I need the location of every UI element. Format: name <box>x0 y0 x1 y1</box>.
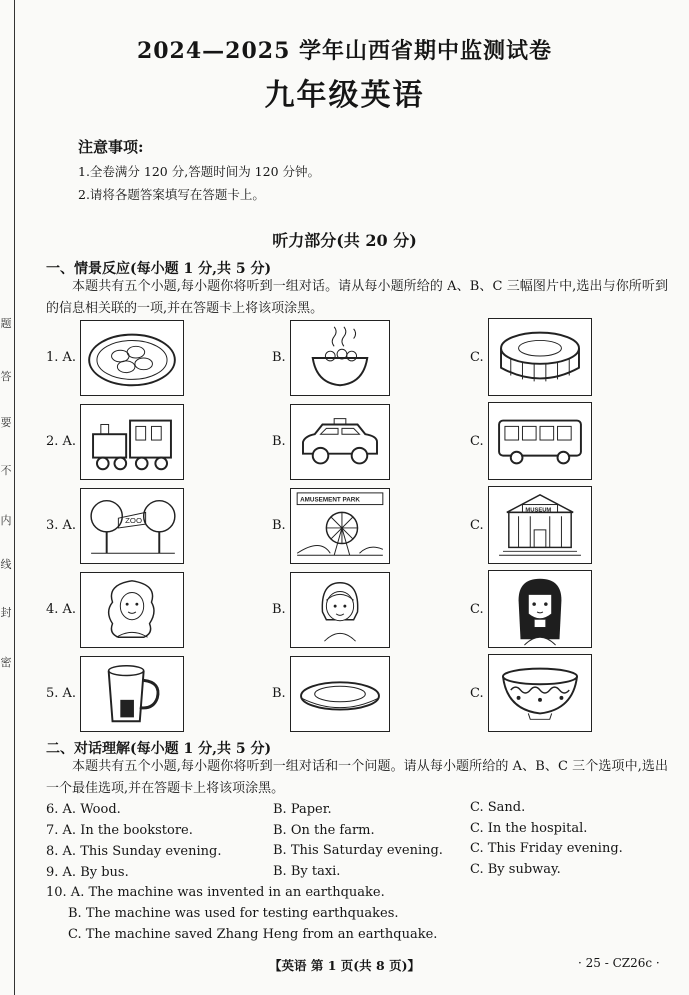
picture-amusement-park <box>290 488 390 564</box>
notice-item: 1.全卷满分 120 分,答题时间为 120 分钟。 <box>78 164 321 179</box>
question-option: C. Sand. <box>470 800 526 815</box>
option-label: B. <box>272 434 286 449</box>
question-option: B. By taxi. <box>273 864 341 879</box>
picture-train <box>80 404 184 480</box>
picture-short-hair-girl <box>290 572 390 648</box>
margin-char: 密 <box>0 656 12 669</box>
option-label: C. <box>470 434 484 449</box>
picture-mug <box>80 656 184 732</box>
question-label: 3. A. <box>46 518 77 533</box>
option-label: B. <box>272 686 286 701</box>
question-label: 2. A. <box>46 434 77 449</box>
option-label: B. <box>272 350 286 365</box>
picture-zoo <box>80 488 184 564</box>
question-option: 8. A. This Sunday evening. <box>46 844 222 859</box>
question-option: B. On the farm. <box>273 823 375 838</box>
question-label: 4. A. <box>46 602 77 617</box>
question-label: 1. A. <box>46 350 77 365</box>
question-option: 9. A. By bus. <box>46 865 129 880</box>
picture-long-hair-girl <box>488 570 592 648</box>
picture-museum <box>488 486 592 564</box>
exam-title: 2024—2025 学年山西省期中监测试卷 <box>136 38 553 64</box>
question-option: B. Paper. <box>273 802 332 817</box>
zoo-sign-text: ZOO <box>125 516 143 526</box>
margin-char: 要 <box>0 416 12 429</box>
binding-margin-line <box>14 0 15 995</box>
margin-char: 线 <box>0 558 12 571</box>
picture-curly-hair-girl <box>80 572 184 648</box>
picture-bus <box>488 402 592 480</box>
question-option: B. This Saturday evening. <box>273 843 443 858</box>
question-option: 7. A. In the bookstore. <box>46 823 193 838</box>
question-option: C. This Friday evening. <box>470 841 623 856</box>
question-label: 5. A. <box>46 686 77 701</box>
listening-part-heading: 听力部分(共 20 分) <box>272 231 417 250</box>
picture-taxi <box>290 404 390 480</box>
option-label: C. <box>470 350 484 365</box>
section1-heading: 一、情景反应(每小题 1 分,共 5 分) <box>46 261 272 277</box>
margin-char: 答 <box>0 370 12 383</box>
picture-plate <box>290 656 390 732</box>
exam-subject-title: 九年级英语 <box>264 78 425 113</box>
notice-heading: 注意事项: <box>78 138 144 156</box>
section1-instruction: 本题共有五个小题,每小题你将听到一组对话。请从每小题所给的 A、B、C 三幅图片中,选出与你所听到的信息相关联的一项,并在答题卡上将该项涂黑。 <box>46 279 668 316</box>
option-label: C. <box>470 602 484 617</box>
notice-item: 2.请将各题答案填写在答题卡上。 <box>78 187 265 202</box>
question-option: 10. A. The machine was invented in an earthquake. <box>46 885 385 900</box>
option-label: B. <box>272 602 286 617</box>
question-option: C. By subway. <box>470 862 561 877</box>
museum-sign-text: MUSEUM <box>525 507 552 514</box>
option-label: C. <box>470 518 484 533</box>
question-option: C. In the hospital. <box>470 821 588 836</box>
section2-heading: 二、对话理解(每小题 1 分,共 5 分) <box>46 741 272 757</box>
margin-char: 题 <box>0 317 12 330</box>
question-option: B. The machine was used for testing earthquakes. <box>68 906 399 921</box>
paper-code: · 25 - CZ26c · <box>578 956 660 970</box>
option-label: B. <box>272 518 286 533</box>
amusement-sign-text: AMUSEMENT PARK <box>300 496 360 504</box>
question-option: 6. A. Wood. <box>46 802 121 817</box>
picture-dumplings <box>80 320 184 396</box>
option-label: C. <box>470 686 484 701</box>
section2-instruction: 本题共有五个小题,每小题你将听到一组对话和一个问题。请从每小题所给的 A、B、C 三个选项中,选出一个最佳选项,并在答题卡上将该项涂黑。 <box>46 759 668 796</box>
picture-mooncake <box>488 318 592 396</box>
page-footer: 【英语 第 1 页(共 8 页)】 <box>269 958 420 973</box>
margin-char: 内 <box>0 514 12 527</box>
picture-bowl-dumplings <box>290 320 390 396</box>
question-option: C. The machine saved Zhang Heng from an earthquake. <box>68 927 438 942</box>
margin-char: 封 <box>0 606 12 619</box>
picture-bowl <box>488 654 592 732</box>
margin-char: 不 <box>0 464 12 477</box>
